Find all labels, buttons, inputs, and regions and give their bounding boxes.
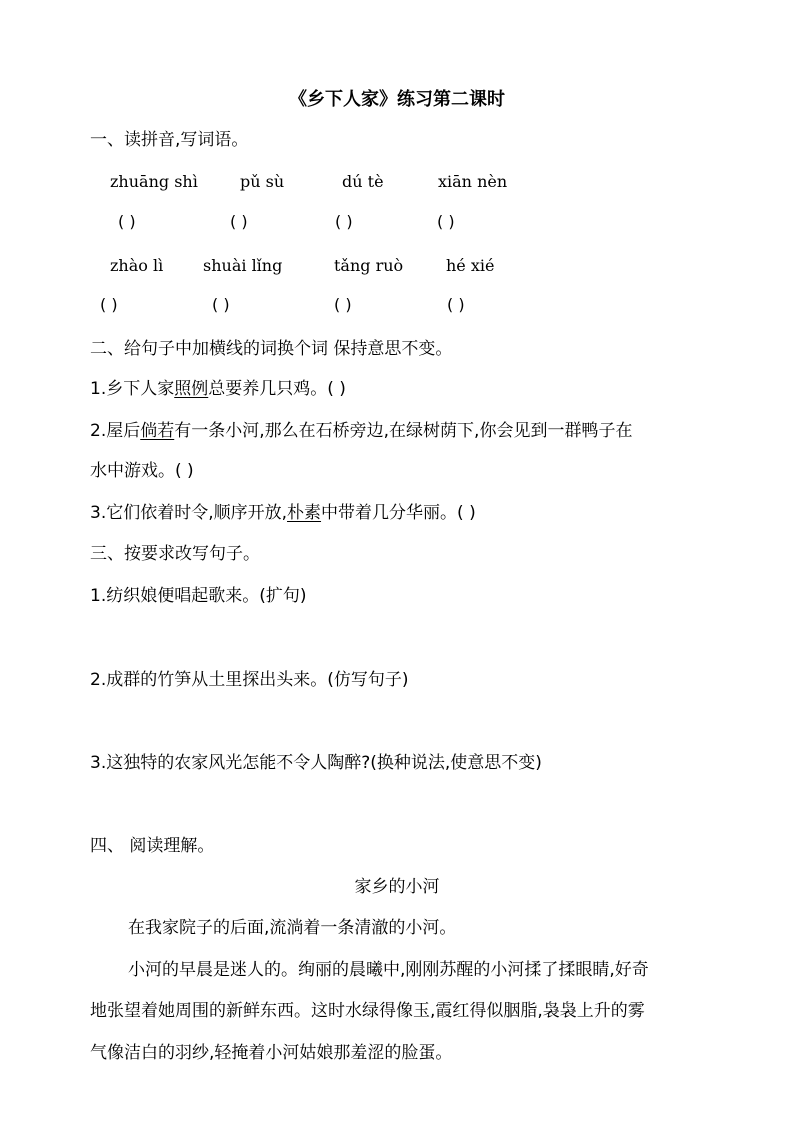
answer-blank[interactable]: ( ) [447,295,465,314]
answer-blank[interactable]: ( ) [118,212,136,231]
question-text: 3.它们依着时令,顺序开放, [90,503,288,523]
question-text: 总要养几只鸡。( ) [208,379,346,399]
passage-paragraph-2-line: 气像洁白的羽纱,轻掩着小河姑娘那羞涩的脸蛋。 [90,1043,453,1063]
question-2-2 [90,419,706,443]
pinyin-item: zhuāng shì [110,172,198,191]
pinyin-item: xiān nèn [438,172,508,191]
passage-paragraph-1: 在我家院子的后面,流淌着一条清澈的小河。 [128,918,457,938]
answer-blank[interactable]: ( ) [334,295,352,314]
pinyin-item: shuài lǐng [203,256,283,275]
question-text: 2.屋后 [90,421,141,441]
answer-blank[interactable]: ( ) [100,295,118,314]
question-2-3 [90,501,706,525]
pinyin-item: zhào lì [110,256,164,275]
pinyin-item: pǔ sù [240,172,285,191]
answer-blank[interactable]: ( ) [437,212,455,231]
page-title: 《乡下人家》练习第二课时 [289,89,505,110]
question-text: 1.乡下人家 [90,379,175,399]
section3-heading: 三、按要求改写句子。 [90,544,260,564]
pinyin-item: hé xié [446,256,495,275]
question-text: 有一条小河,那么在石桥旁边,在绿树荫下,你会见到一群鸭子在 [174,421,633,441]
question-2-1 [90,377,706,401]
question-3-3: 3.这独特的农家风光怎能不令人陶醉?(换种说法,使意思不变) [90,753,542,773]
question-2-2-continued: 水中游戏。( ) [90,461,194,481]
answer-blank[interactable]: ( ) [335,212,353,231]
question-text: 中带着几分华丽。( ) [321,503,476,523]
passage-title: 家乡的小河 [354,877,440,897]
passage-paragraph-2-line: 地张望着她周围的新鲜东西。这时水绿得像玉,霞红得似胭脂,袅袅上升的雾 [90,1001,645,1021]
underlined-word: 朴素 [287,503,322,523]
pinyin-item: dú tè [342,172,384,191]
answer-blank[interactable]: ( ) [230,212,248,231]
passage-paragraph-2-line: 小河的早晨是迷人的。绚丽的晨曦中,刚刚苏醒的小河揉了揉眼睛,好奇 [128,960,649,980]
pinyin-item: tǎng ruò [334,256,404,275]
question-3-1: 1.纺织娘便唱起歌来。(扩句) [90,586,307,606]
section4-heading: 四、 阅读理解。 [90,836,215,856]
section1-heading: 一、读拼音,写词语。 [90,130,249,150]
section2-heading: 二、给句子中加横线的词换个词 保持意思不变。 [90,339,453,359]
underlined-word: 照例 [174,379,209,399]
answer-blank[interactable]: ( ) [212,295,230,314]
underlined-word: 倘若 [140,421,175,441]
question-3-2: 2.成群的竹笋从土里探出头来。(仿写句子) [90,670,409,690]
